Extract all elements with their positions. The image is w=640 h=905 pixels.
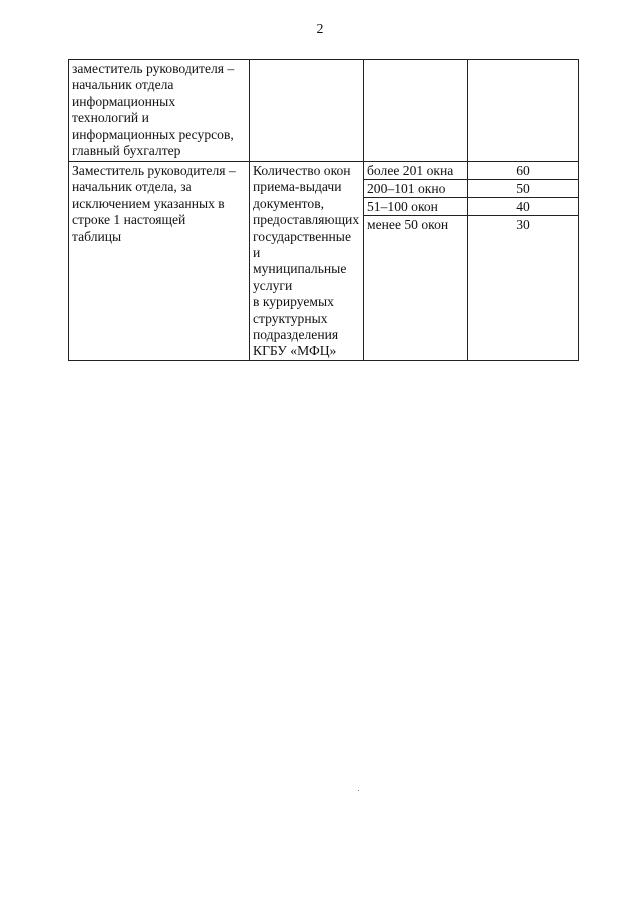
position-cell: Заместитель руководителя – начальник отдела, за исключением указанных в строке 1 настоящей таблицы [69, 162, 250, 361]
criterion-cell [250, 60, 364, 162]
page-number: 2 [316, 22, 324, 37]
table-row [69, 162, 579, 361]
range-item: 51–100 окон [364, 198, 467, 216]
range-cell [364, 60, 468, 162]
points-cell [468, 60, 579, 162]
position-cell: заместитель руководителя – начальник отдела информационных технологий и информационных ресурсов, главный бухгалтер [69, 60, 250, 162]
criterion-cell: Количество окон приема-выдачи документов, предоставляющих государственные и муниципальные услуги в курируемых структурных подразделения КГБУ «МФЦ» [250, 162, 364, 361]
indicators-table [68, 59, 579, 361]
points-list [468, 162, 578, 233]
points-cell [468, 162, 579, 361]
scan-speck [358, 790, 359, 791]
table-row [69, 60, 579, 162]
points-item: 30 [516, 217, 530, 232]
points-item: 40 [468, 198, 578, 216]
range-item: 200–101 окно [364, 180, 467, 198]
points-item: 50 [468, 180, 578, 198]
range-item: менее 50 окон [367, 217, 449, 232]
range-cell [364, 162, 468, 361]
points-item: 60 [468, 162, 578, 180]
range-item: более 201 окна [364, 162, 467, 180]
range-list [364, 162, 467, 233]
